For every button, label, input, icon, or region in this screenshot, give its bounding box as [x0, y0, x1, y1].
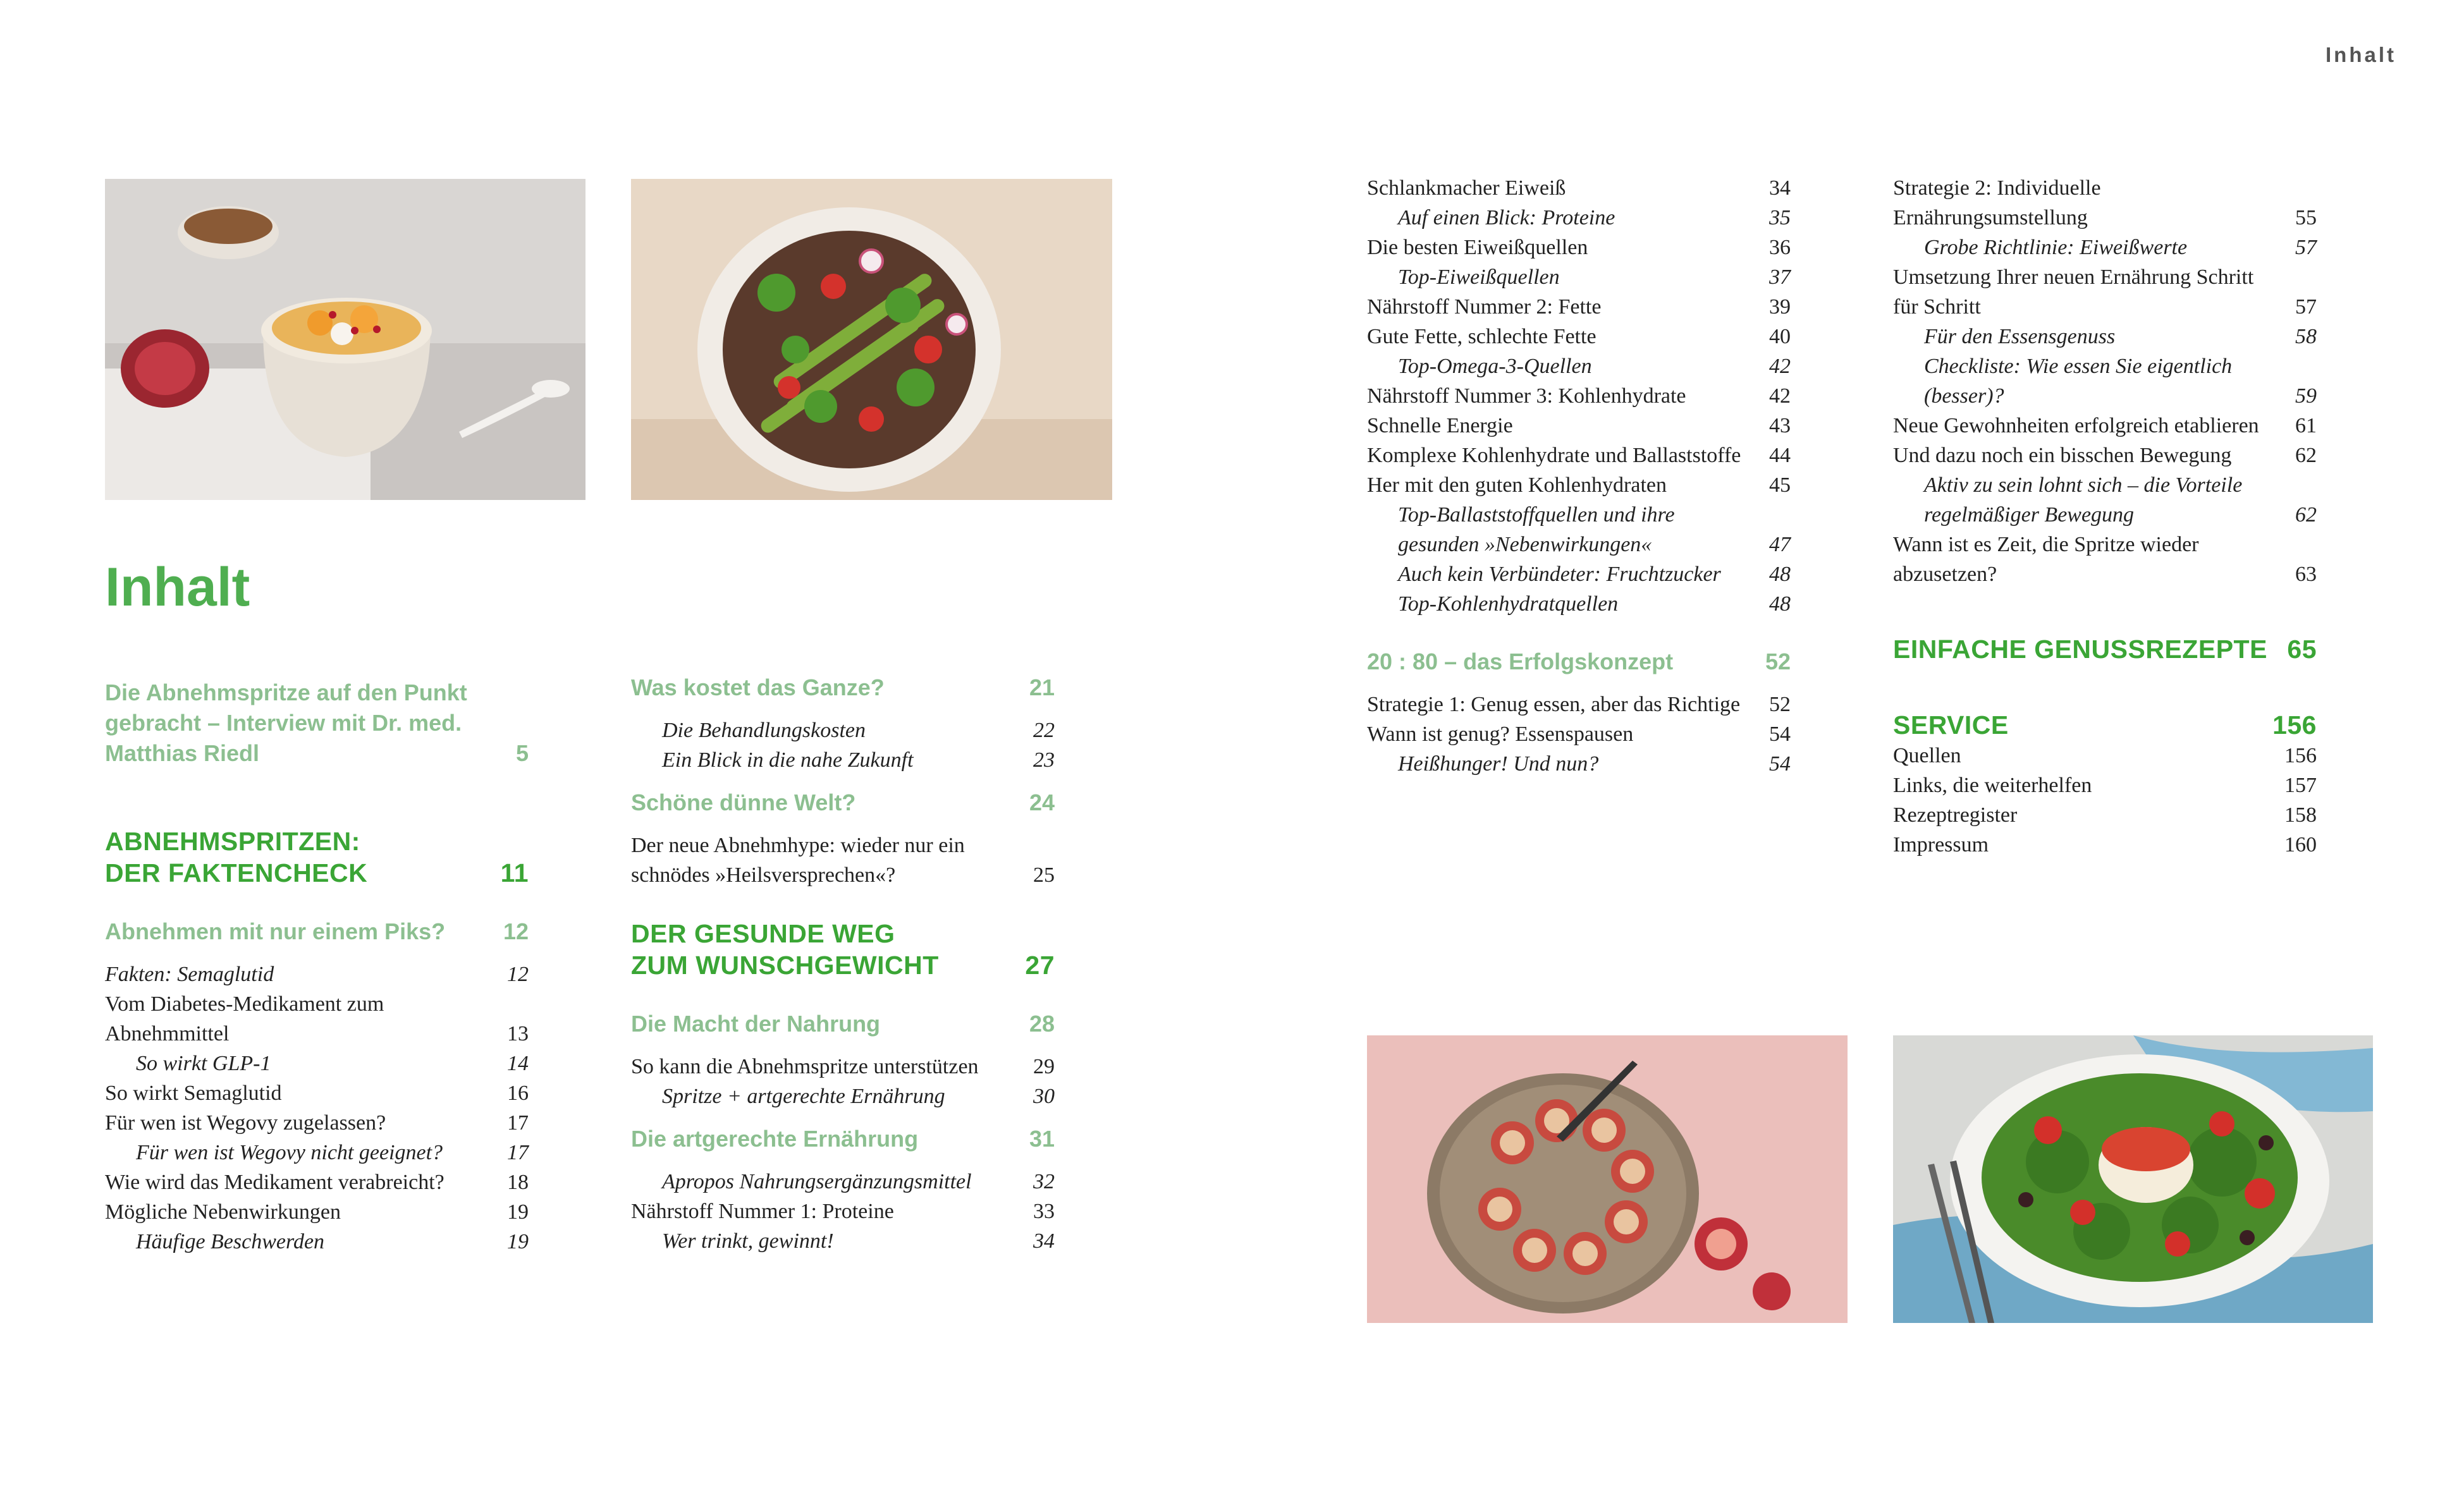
toc-entry-title: Top-Ballaststoffquellen und ihre gesunden »Nebenwirkungen« [1398, 503, 1675, 556]
toc-page-number: 62 [2295, 444, 2317, 467]
toc-entry-list [1367, 690, 1791, 779]
toc-page-number: 34 [1769, 176, 1791, 200]
toc-section-title: Abnehmen mit nur einem Piks? [105, 918, 446, 944]
toc-section[interactable] [631, 673, 1055, 703]
toc-page-number: 65 [2287, 635, 2317, 664]
toc-entry-title: Links, die weiterhelfen [1893, 774, 2092, 797]
toc-entry[interactable] [105, 1049, 529, 1078]
toc-column-4 [1893, 173, 2317, 860]
photo-asparagus-salad [631, 179, 1112, 500]
toc-page-number: 157 [2284, 774, 2317, 797]
toc-section-title: Schöne dünne Welt? [631, 789, 856, 815]
toc-column-1 [105, 678, 529, 1257]
toc-page-number: 17 [507, 1111, 529, 1135]
toc-page-number: 24 [1029, 789, 1055, 815]
toc-entry-title: Strategie 1: Genug essen, aber das Richtige [1367, 693, 1741, 716]
toc-page-number: 35 [1769, 206, 1791, 229]
toc-section-title: Die artgerechte Ernährung [631, 1126, 919, 1152]
toc-entry-list [631, 1052, 1055, 1111]
toc-entry-title: Wann ist es Zeit, die Spritze wieder abzusetzen? [1893, 533, 2199, 586]
toc-entry-list [631, 716, 1055, 775]
toc-entry[interactable] [105, 1167, 529, 1197]
toc-entry-title: Mögliche Nebenwirkungen [105, 1200, 341, 1224]
toc-entry[interactable] [1367, 719, 1791, 749]
toc-entry-title: Apropos Nahrungsergänzungsmittel [662, 1170, 972, 1193]
toc-entry[interactable] [1893, 173, 2317, 233]
toc-page-number: 40 [1769, 325, 1791, 348]
page-title: Inhalt [105, 557, 250, 618]
toc-chapter-title: ABNEHMSPRITZEN: DER FAKTENCHECK [105, 827, 368, 887]
toc-entry[interactable] [631, 831, 1055, 890]
toc-entry-title: Checkliste: Wie essen Sie eigentlich (besser)? [1924, 355, 2233, 408]
toc-page-number: 158 [2284, 803, 2317, 827]
toc-entry-title: Top-Omega-3-Quellen [1398, 355, 1592, 378]
toc-page-number: 62 [2295, 503, 2317, 527]
toc-chapter-title: EINFACHE GENUSSREZEPTE [1893, 635, 2267, 664]
toc-page-number: 48 [1769, 563, 1791, 586]
toc-entry-title: So wirkt Semaglutid [105, 1082, 282, 1105]
toc-entry[interactable] [631, 1226, 1055, 1256]
toc-intro-entry[interactable] [105, 678, 529, 769]
toc-entry[interactable] [1367, 690, 1791, 719]
toc-entry-title: Rezeptregister [1893, 803, 2018, 827]
toc-entry-title: Die Behandlungskosten [662, 719, 866, 742]
toc-entry[interactable] [1893, 262, 2317, 322]
toc-page-number: 58 [2295, 325, 2317, 348]
toc-entry[interactable] [1367, 292, 1791, 322]
toc-entry-title: Der neue Abnehmhype: wieder nur ein schnödes »Heilsversprechen«? [631, 834, 965, 887]
toc-entry[interactable] [1367, 559, 1791, 589]
toc-section[interactable] [631, 1009, 1055, 1039]
toc-entry-title: Komplexe Kohlenhydrate und Ballaststoffe [1367, 444, 1741, 467]
toc-entry[interactable] [1367, 351, 1791, 381]
toc-entry[interactable] [1367, 500, 1791, 559]
toc-section[interactable] [631, 1124, 1055, 1154]
toc-entry[interactable] [1367, 322, 1791, 351]
toc-entry-title: Strategie 2: Individuelle Ernährungsumstellung [1893, 176, 2101, 229]
toc-section[interactable] [1367, 647, 1791, 677]
toc-entry[interactable] [105, 1078, 529, 1108]
toc-chapter[interactable] [1893, 709, 2317, 741]
toc-section[interactable] [631, 788, 1055, 818]
toc-entry-list [631, 1167, 1055, 1256]
toc-page-number: 25 [1033, 863, 1055, 887]
toc-entry-title: Impressum [1893, 833, 1989, 856]
toc-page-number: 42 [1769, 355, 1791, 378]
toc-page-number: 37 [1769, 265, 1791, 289]
toc-page-number: 28 [1029, 1011, 1055, 1037]
toc-chapter[interactable] [105, 826, 529, 889]
toc-page-number: 156 [2272, 710, 2317, 740]
toc-page-number: 36 [1769, 236, 1791, 259]
toc-page-number: 61 [2295, 414, 2317, 437]
toc-page-number: 63 [2295, 563, 2317, 586]
toc-page-number: 48 [1769, 592, 1791, 616]
toc-page-number: 17 [507, 1141, 529, 1164]
toc-entry[interactable] [105, 1138, 529, 1167]
toc-entry-title: Wann ist genug? Essenspausen [1367, 722, 1634, 746]
toc-page-number: 156 [2284, 744, 2317, 767]
toc-entry-title: Aktiv zu sein lohnt sich – die Vorteile regelmäßiger Bewegung [1924, 473, 2243, 527]
running-header: Inhalt [2326, 43, 2396, 66]
toc-entry[interactable] [1893, 530, 2317, 589]
toc-page-number: 160 [2284, 833, 2317, 856]
toc-page-number: 5 [515, 740, 529, 766]
toc-entry-title: Top-Eiweißquellen [1398, 265, 1560, 289]
toc-entry-title: Nährstoff Nummer 2: Fette [1367, 295, 1602, 319]
toc-entry[interactable] [1367, 262, 1791, 292]
toc-entry[interactable] [105, 960, 529, 989]
toc-entry-title: Gute Fette, schlechte Fette [1367, 325, 1597, 348]
toc-entry-title: Vom Diabetes-Medikament zum Abnehmmittel [105, 992, 384, 1045]
toc-entry-title: Die besten Eiweißquellen [1367, 236, 1588, 259]
toc-page-number: 52 [1769, 693, 1791, 716]
toc-entry-title: Auch kein Verbündeter: Fruchtzucker [1398, 563, 1721, 586]
toc-entry-title: Fakten: Semaglutid [105, 963, 274, 986]
toc-entry[interactable] [1893, 830, 2317, 860]
toc-entry-title: Spritze + artgerechte Ernährung [662, 1085, 945, 1108]
toc-entry[interactable] [1367, 173, 1791, 203]
toc-page-number: 27 [1025, 951, 1055, 980]
toc-page-number: 45 [1769, 473, 1791, 497]
toc-entry-title: Für den Essensgenuss [1924, 325, 2116, 348]
toc-section-title: 20 : 80 – das Erfolgskonzept [1367, 649, 1674, 674]
toc-entry[interactable] [1893, 351, 2317, 411]
toc-page-number: 23 [1033, 748, 1055, 772]
toc-entry[interactable] [1893, 233, 2317, 262]
photo-mozzarella-salad [1893, 1035, 2373, 1323]
toc-entry[interactable] [1893, 741, 2317, 771]
toc-entry[interactable] [631, 716, 1055, 745]
toc-page-number: 54 [1769, 722, 1791, 746]
toc-entry-list [1893, 741, 2317, 860]
toc-entry[interactable] [631, 745, 1055, 775]
toc-page-number: 30 [1033, 1085, 1055, 1108]
toc-entry-title: Nährstoff Nummer 3: Kohlenhydrate [1367, 384, 1686, 408]
toc-page-number: 18 [507, 1171, 529, 1194]
toc-section[interactable] [105, 917, 529, 947]
toc-entry-title: Und dazu noch ein bisschen Bewegung [1893, 444, 2232, 467]
toc-entry[interactable] [631, 1082, 1055, 1111]
toc-entry-title: Neue Gewohnheiten erfolgreich etablieren [1893, 414, 2259, 437]
toc-entry[interactable] [105, 989, 529, 1049]
toc-page-number: 43 [1769, 414, 1791, 437]
toc-entry[interactable] [1367, 749, 1791, 779]
toc-entry[interactable] [631, 1052, 1055, 1082]
toc-entry[interactable] [1367, 470, 1791, 500]
toc-entry-title: Quellen [1893, 744, 1961, 767]
photo-porridge-bowl [105, 179, 585, 500]
toc-entry-title: Die Abnehmspritze auf den Punkt gebracht – Interview mit Dr. med. Matthias Riedl [105, 679, 467, 766]
toc-page-number: 19 [507, 1230, 529, 1253]
toc-entry[interactable] [1367, 381, 1791, 411]
toc-chapter[interactable] [631, 918, 1055, 981]
toc-entry-list [1367, 173, 1791, 619]
toc-page-number: 31 [1029, 1126, 1055, 1152]
toc-entry[interactable] [105, 1227, 529, 1257]
toc-page-number: 12 [507, 963, 529, 986]
toc-entry[interactable] [1893, 322, 2317, 351]
toc-entry-title: Umsetzung Ihrer neuen Ernährung Schritt für Schritt [1893, 265, 2254, 319]
toc-page-number: 29 [1033, 1055, 1055, 1078]
toc-page-number: 33 [1033, 1200, 1055, 1223]
toc-entry-title: Schnelle Energie [1367, 414, 1513, 437]
toc-entry-title: Für wen ist Wegovy zugelassen? [105, 1111, 386, 1135]
toc-entry[interactable] [631, 1167, 1055, 1197]
toc-page-number: 12 [503, 918, 529, 944]
toc-entry[interactable] [1367, 589, 1791, 619]
toc-page-number: 14 [507, 1052, 529, 1075]
toc-page-number: 21 [1029, 674, 1055, 700]
toc-entry-list [105, 960, 529, 1257]
toc-entry[interactable] [1367, 411, 1791, 441]
toc-page-number: 59 [2295, 384, 2317, 408]
toc-chapter[interactable] [1893, 633, 2317, 665]
toc-page-number: 11 [500, 858, 529, 887]
toc-page-number: 22 [1033, 719, 1055, 742]
toc-page-number: 13 [507, 1022, 529, 1045]
toc-page-number: 42 [1769, 384, 1791, 408]
toc-page-number: 52 [1765, 649, 1791, 674]
toc-entry-title: Grobe Richtlinie: Eiweißwerte [1924, 236, 2188, 259]
toc-entry[interactable] [1367, 233, 1791, 262]
toc-entry-title: Wer trinkt, gewinnt! [662, 1229, 834, 1253]
toc-page-number: 57 [2295, 236, 2317, 259]
toc-entry-title: Ein Blick in die nahe Zukunft [662, 748, 914, 772]
toc-entry-title: Her mit den guten Kohlenhydraten [1367, 473, 1667, 497]
toc-column-3 [1367, 173, 1791, 779]
toc-entry[interactable] [1893, 411, 2317, 441]
toc-page-number: 57 [2295, 295, 2317, 319]
toc-entry-title: Nährstoff Nummer 1: Proteine [631, 1200, 894, 1223]
toc-entry-title: Auf einen Blick: Proteine [1398, 206, 1615, 229]
toc-entry[interactable] [1893, 771, 2317, 800]
toc-entry[interactable] [1893, 441, 2317, 470]
toc-entry-title: Heißhunger! Und nun? [1398, 752, 1599, 776]
toc-entry-title: Für wen ist Wegovy nicht geeignet? [136, 1141, 443, 1164]
toc-entry[interactable] [1893, 800, 2317, 830]
toc-page-number: 47 [1769, 533, 1791, 556]
toc-page-number: 16 [507, 1082, 529, 1105]
toc-chapter-title: SERVICE [1893, 710, 2009, 740]
toc-entry-title: Top-Kohlenhydratquellen [1398, 592, 1619, 616]
toc-column-2 [631, 673, 1055, 1256]
toc-entry[interactable] [1367, 203, 1791, 233]
toc-page-number: 34 [1033, 1229, 1055, 1253]
toc-entry-title: Wie wird das Medikament verabreicht? [105, 1171, 444, 1194]
toc-entry-title: Häufige Beschwerden [136, 1230, 325, 1253]
toc-page-number: 32 [1033, 1170, 1055, 1193]
toc-entry[interactable] [1367, 441, 1791, 470]
toc-section-title: Die Macht der Nahrung [631, 1011, 881, 1037]
toc-entry[interactable] [105, 1197, 529, 1227]
toc-entry-title: So kann die Abnehmspritze unterstützen [631, 1055, 979, 1078]
toc-entry-list [1893, 173, 2317, 589]
toc-page-number: 39 [1769, 295, 1791, 319]
toc-entry-title: So wirkt GLP-1 [136, 1052, 271, 1075]
toc-entry[interactable] [1893, 470, 2317, 530]
toc-section-title: Was kostet das Ganze? [631, 674, 885, 700]
toc-page-number: 44 [1769, 444, 1791, 467]
toc-entry[interactable] [631, 1197, 1055, 1226]
toc-entry-list [631, 831, 1055, 890]
toc-entry[interactable] [105, 1108, 529, 1138]
toc-page-number: 19 [507, 1200, 529, 1224]
toc-chapter-title: DER GESUNDE WEG ZUM WUNSCHGEWICHT [631, 919, 939, 980]
photo-figs-plate [1367, 1035, 1848, 1323]
toc-page-number: 55 [2295, 206, 2317, 229]
toc-entry-title: Schlankmacher Eiweiß [1367, 176, 1566, 200]
toc-page-number: 54 [1769, 752, 1791, 776]
